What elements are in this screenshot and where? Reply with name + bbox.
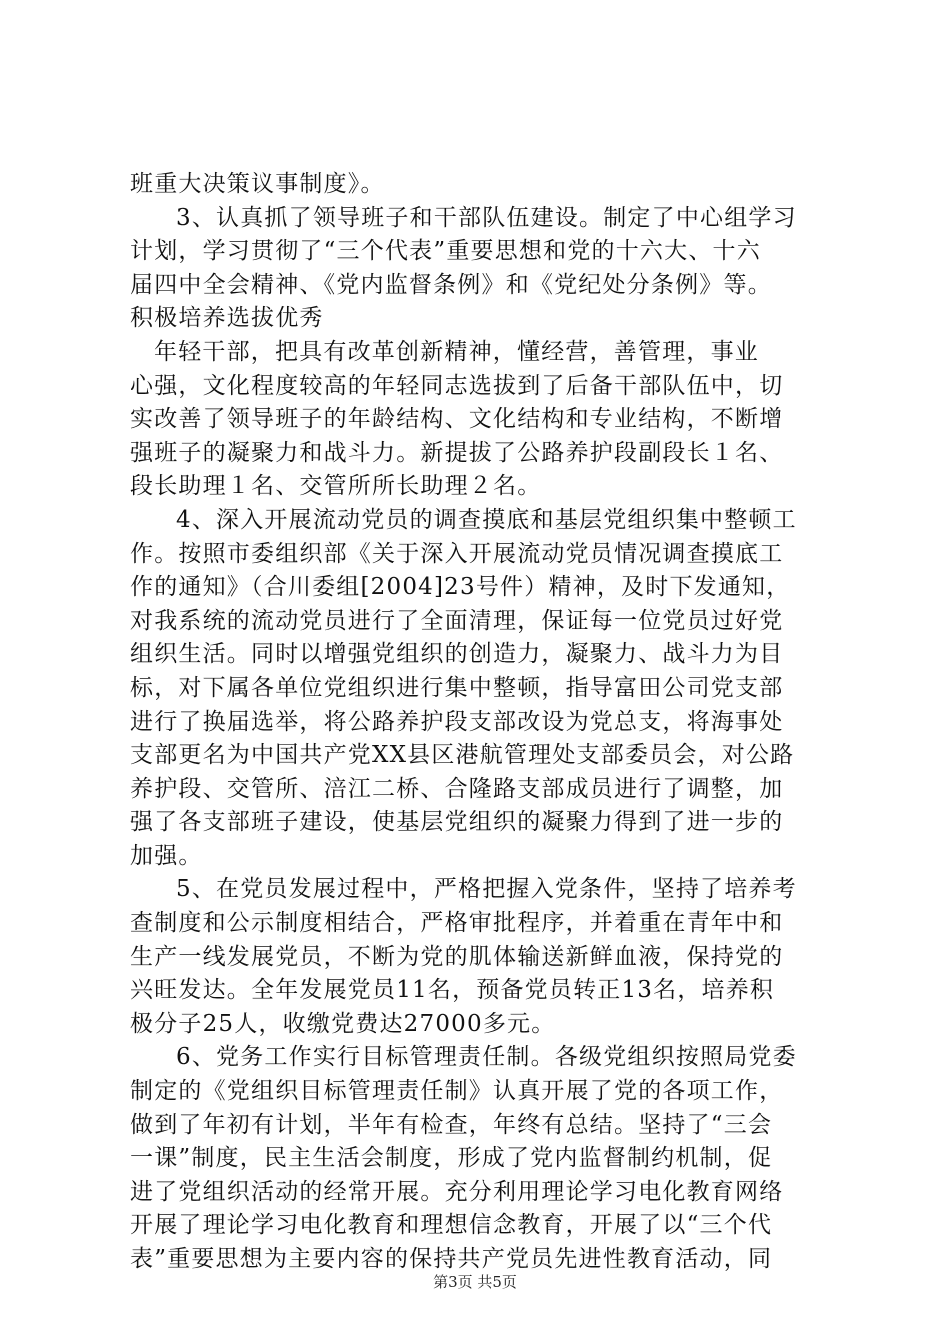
- text-line: 心强，文化程度较高的年轻同志选拔到了后备干部队伍中，切: [130, 372, 784, 399]
- text-line: 班重大决策议事制度》。: [130, 171, 385, 197]
- text-line: 加强。: [130, 842, 203, 869]
- document-body: [130, 168, 830, 1277]
- text-line: 4、深入开展流动党员的调查摸底和基层党组织集中整顿工: [176, 506, 797, 533]
- text-line: 标，对下属各单位党组织进行集中整顿，指导富田公司党支部: [130, 674, 784, 701]
- text-line: 计划，学习贯彻了“三个代表”重要思想和党的十六大、十六: [130, 238, 761, 265]
- text-line: 制定的《党组织目标管理责任制》认真开展了党的各项工作，: [130, 1078, 784, 1105]
- text-line: 查制度和公示制度相结合，严格审批程序，并着重在青年中和: [130, 910, 784, 937]
- text-line: 届四中全会精神、《党内监督条例》和《党纪处分条例》等。: [130, 271, 772, 298]
- text-line: 强了各支部班子建设，使基层党组织的凝聚力得到了进一步的: [130, 809, 784, 836]
- text-line: 年轻干部，把具有改革创新精神，懂经营，善管理，事业: [154, 338, 759, 365]
- text-line: 对我系统的流动党员进行了全面清理，保证每一位党员过好党: [130, 607, 784, 634]
- text-line: 养护段、交管所、涪江二桥、合隆路支部成员进行了调整，加: [130, 775, 784, 802]
- text-line: 作的通知》（合川委组[2004]23号件）精神，及时下发通知，: [130, 574, 791, 601]
- text-line: 实改善了领导班子的年龄结构、文化结构和专业结构，不断增: [130, 406, 784, 433]
- text-line: 作。按照市委组织部《关于深入开展流动党员情况调查摸底工: [130, 540, 784, 567]
- text-line: 支部更名为中国共产党XX县区港航管理处支部委员会，对公路: [130, 742, 795, 769]
- text-line: 强班子的凝聚力和战斗力。新提拔了公路养护段副段长１名、: [130, 439, 784, 466]
- text-line: 积极培养选拔优秀: [130, 305, 324, 332]
- text-line: 6、党务工作实行目标管理责任制。各级党组织按照局党委: [176, 1044, 797, 1071]
- text-line: 组织生活。同时以增强党组织的创造力，凝聚力、战斗力为目: [130, 641, 784, 668]
- text-line: 段长助理１名、交管所所长助理２名。: [130, 473, 542, 500]
- text-line: 一课”制度，民主生活会制度，形成了党内监督制约机制，促: [130, 1145, 773, 1172]
- text-line: 极分子25人，收缴党费达27000多元。: [130, 1010, 556, 1037]
- text-line: 表”重要思想为主要内容的保持共产党员先进性教育活动，同: [130, 1246, 773, 1272]
- text-line: 3、认真抓了领导班子和干部队伍建设。制定了中心组学习: [176, 204, 797, 231]
- page-number-footer: 第3页 共5页: [433, 1273, 517, 1291]
- text-line: 5、在党员发展过程中，严格把握入党条件，坚持了培养考: [176, 876, 797, 903]
- text-line: 兴旺发达。全年发展党员11名，预备党员转正13名，培养积: [130, 977, 775, 1004]
- text-line: 进行了换届选举，将公路养护段支部改设为党总支，将海事处: [130, 708, 784, 735]
- text-line: 生产一线发展党员，不断为党的肌体输送新鲜血液，保持党的: [130, 943, 784, 970]
- text-line: 进了党组织活动的经常开展。充分利用理论学习电化教育网络: [130, 1178, 784, 1205]
- text-line: 开展了理论学习电化教育和理想信念教育，开展了以“三个代: [130, 1212, 773, 1239]
- text-line: 做到了年初有计划，半年有检查，年终有总结。坚持了“三会: [130, 1111, 773, 1138]
